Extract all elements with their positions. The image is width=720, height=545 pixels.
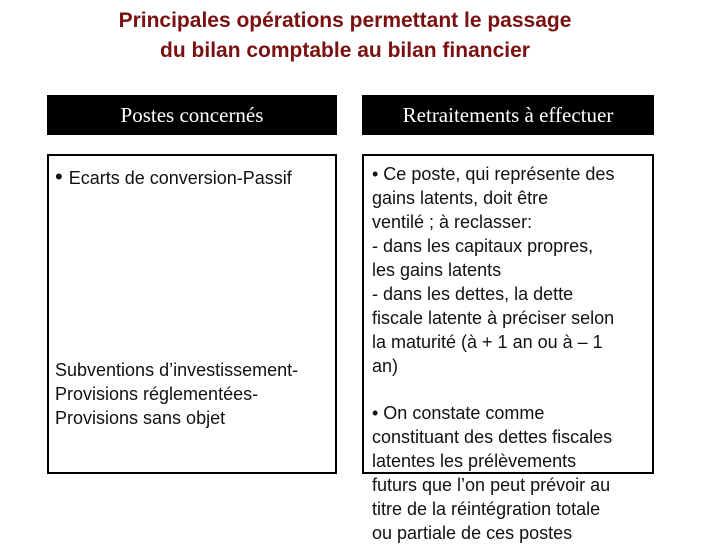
right-2-line-3: latentes les prélèvements xyxy=(372,451,577,471)
header-left-label: Postes concernés xyxy=(120,102,264,127)
header-retraitements xyxy=(362,95,654,135)
right-1-line-7: fiscale latente à préciser selon xyxy=(372,308,615,328)
right-1-line-9: an) xyxy=(372,356,399,376)
right-1-line-5: les gains latents xyxy=(372,260,502,280)
title-line-1: Principales opérations permettant le passage xyxy=(118,9,572,32)
right-1-line-8: la maturité (à + 1 an ou à – 1 xyxy=(372,332,603,352)
right-retraitement-1 xyxy=(372,162,657,378)
right-retraitement-2 xyxy=(372,401,657,545)
right-2-line-6: ou partiale de ces postes xyxy=(372,523,573,543)
right-1-line-2: gains latents, doit être xyxy=(372,188,549,208)
right-2-line-1: • On constate comme xyxy=(372,403,545,423)
bullet-icon: • xyxy=(55,164,63,189)
left-item-ecarts-label: Ecarts de conversion-Passif xyxy=(68,168,292,188)
page-title xyxy=(0,6,690,66)
right-1-line-3: ventilé ; à reclasser: xyxy=(372,212,533,232)
left-subventions-line-2: Provisions réglementées- xyxy=(55,384,259,404)
right-2-line-2: constituant des dettes fiscales xyxy=(372,427,613,447)
left-subventions-line-3: Provisions sans objet xyxy=(55,408,226,428)
title-line-2: du bilan comptable au bilan financier xyxy=(160,39,530,62)
header-right-label: Retraitements à effectuer xyxy=(402,102,614,127)
left-subventions-line-1: Subventions d’investissement- xyxy=(55,360,299,380)
header-postes-concernes xyxy=(47,95,337,135)
left-item-subventions xyxy=(55,358,335,430)
right-2-line-4: futurs que l’on peut prévoir au xyxy=(372,475,611,495)
right-2-line-5: titre de la réintégration totale xyxy=(372,499,601,519)
right-1-line-6: - dans les dettes, la dette xyxy=(372,284,574,304)
right-1-line-4: - dans les capitaux propres, xyxy=(372,236,594,256)
right-1-line-1: • Ce poste, qui représente des xyxy=(372,164,615,184)
left-item-ecarts xyxy=(55,165,292,190)
